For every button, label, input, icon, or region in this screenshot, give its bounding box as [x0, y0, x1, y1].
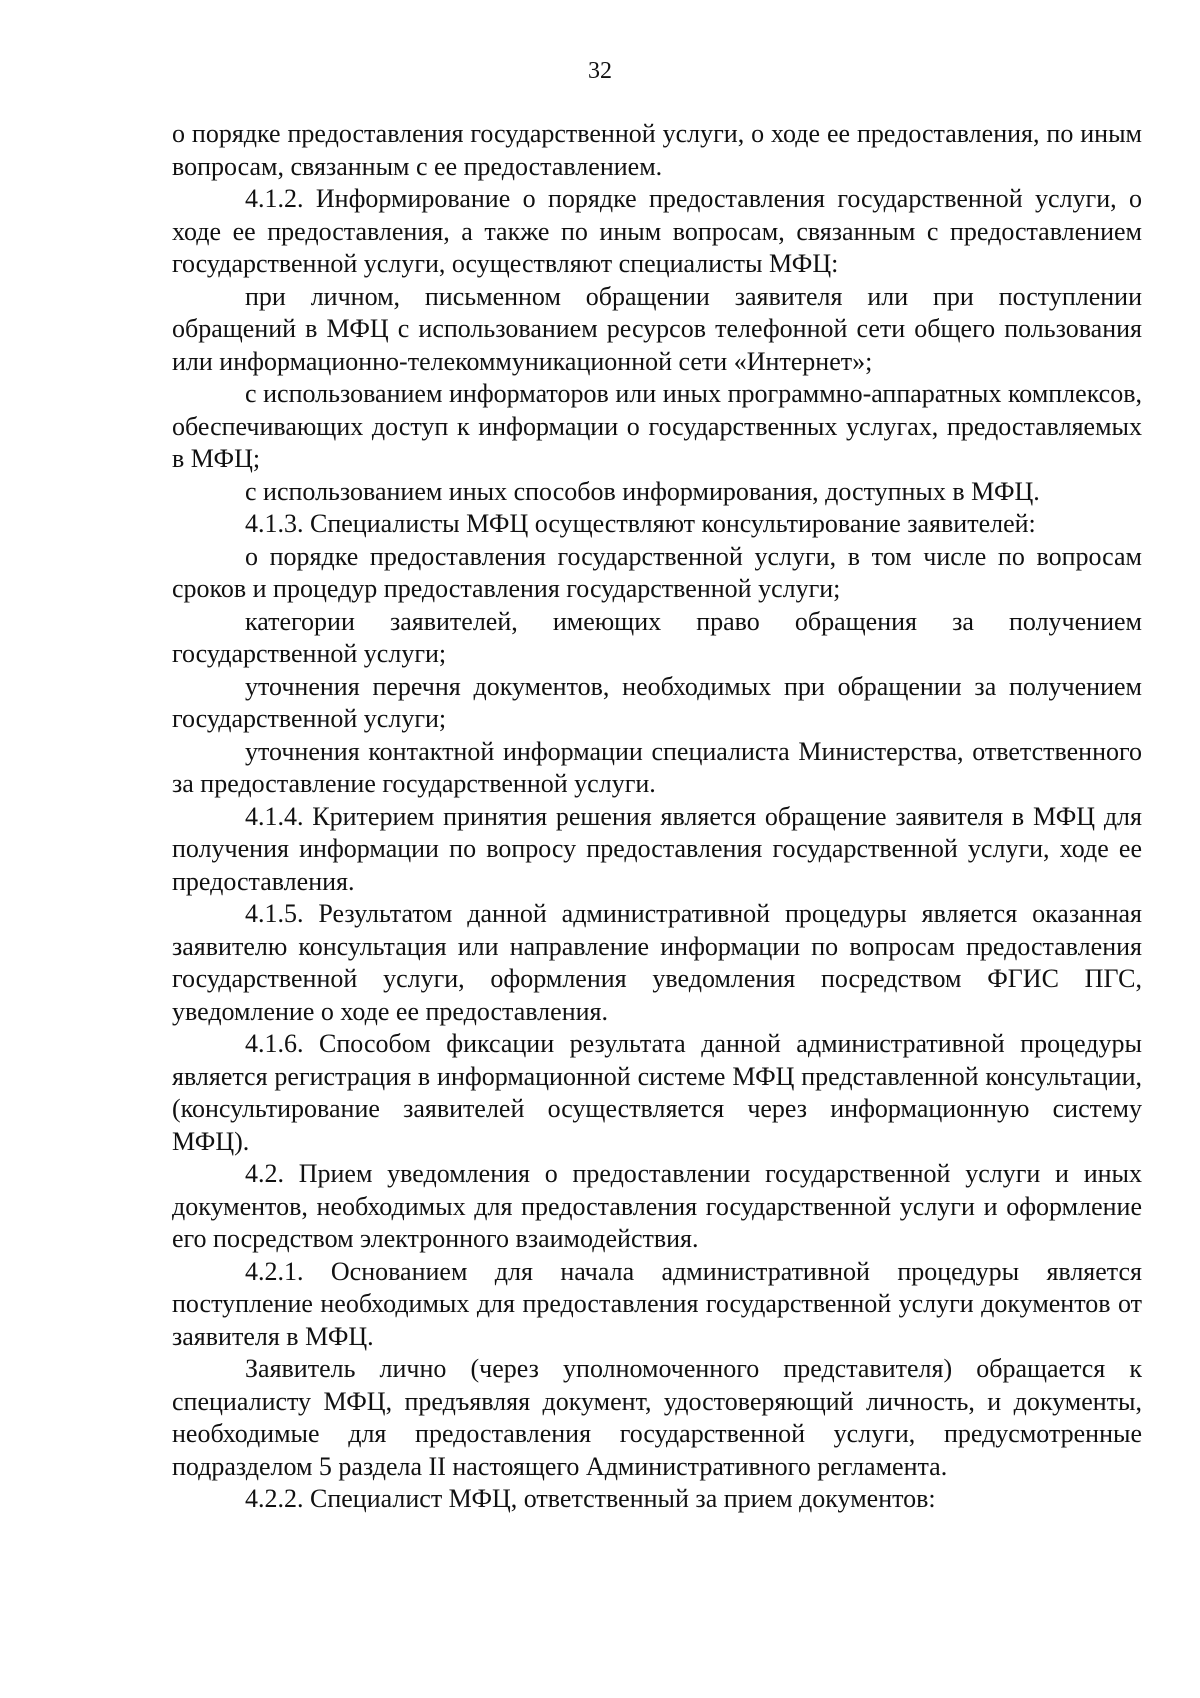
paragraph-documents-list: уточнения перечня документов, необходимых при обращении за получением государственной услуги;	[172, 671, 1142, 733]
paragraph-4-1-3: 4.1.3. Специалисты МФЦ осуществляют консультирование заявителей:	[245, 509, 1036, 538]
paragraph-other-methods: с использованием иных способов информирования, доступных в МФЦ.	[245, 476, 1040, 506]
paragraph-continuation: о порядке предоставления государственной услуги, о ходе ее предоставления, по иным вопросам, связанным с ее предоставлением.	[172, 119, 1142, 181]
paragraph-4-2-2: 4.2.2. Специалист МФЦ, ответственный за прием документов:	[245, 1484, 936, 1513]
paragraph-4-1-5: 4.1.5. Результатом данной административной процедуры является оказанная заявителю консультация или направление информации по вопросам предоставления государственной услуги, оформления уведомления посредством ФГИС ПГС, уведомление о ходе ее предоставления.	[172, 899, 1142, 1026]
paragraph-4-2-1: 4.2.1. Основанием для начала административной процедуры является поступление необходимых для предоставления государственной услуги документов от заявителя в МФЦ.	[172, 1256, 1142, 1351]
page-number: 32	[588, 58, 612, 84]
document-body	[172, 118, 1142, 1516]
paragraph-4-1-2: 4.1.2. Информирование о порядке предоставления государственной услуги, о ходе ее предоставления, а также по иным вопросам, связанным с предоставлением государственной услуги, осуществляют специалисты МФЦ:	[172, 184, 1142, 278]
paragraph-informers: с использованием информаторов или иных программно-аппаратных комплексов, обеспечивающих доступ к информации о государственных услугах, предоставляемых в МФЦ;	[172, 379, 1142, 473]
paragraph-4-1-6: 4.1.6. Способом фиксации результата данной административной процедуры является регистрация в информационной системе МФЦ представленной консультации, (консультирование заявителей осуществляется через информационную систему МФЦ).	[172, 1029, 1142, 1156]
paragraph-4-1-4: 4.1.4. Критерием принятия решения является обращение заявителя в МФЦ для получения информации по вопросу предоставления государственной услуги, ходе ее предоставления.	[172, 801, 1142, 896]
paragraph-personal-appeal: при личном, письменном обращении заявителя или при поступлении обращений в МФЦ с использованием ресурсов телефонной сети общего пользования или информационно-телекоммуникационной сети «Интернет»;	[172, 281, 1142, 376]
paragraph-applicant-appeal: Заявитель лично (через уполномоченного представителя) обращается к специалисту МФЦ, предъявляя документ, удостоверяющий личность, и документы, необходимые для предоставления государственной услуги, предусмотренные подразделом 5 раздела II настоящего Административного регламента.	[172, 1354, 1142, 1481]
paragraph-4-2: 4.2. Прием уведомления о предоставлении государственной услуги и иных документов, необходимых для предоставления государственной услуги и оформление его посредством электронного взаимодействия.	[172, 1159, 1142, 1253]
paragraph-contact-info: уточнения контактной информации специалиста Министерства, ответственного за предоставление государственной услуги.	[172, 736, 1142, 798]
paragraph-order-of-provision: о порядке предоставления государственной услуги, в том числе по вопросам сроков и процедур предоставления государственной услуги;	[172, 541, 1142, 603]
paragraph-applicant-categories: категории заявителей, имеющих право обращения за получением государственной услуги;	[172, 606, 1142, 668]
